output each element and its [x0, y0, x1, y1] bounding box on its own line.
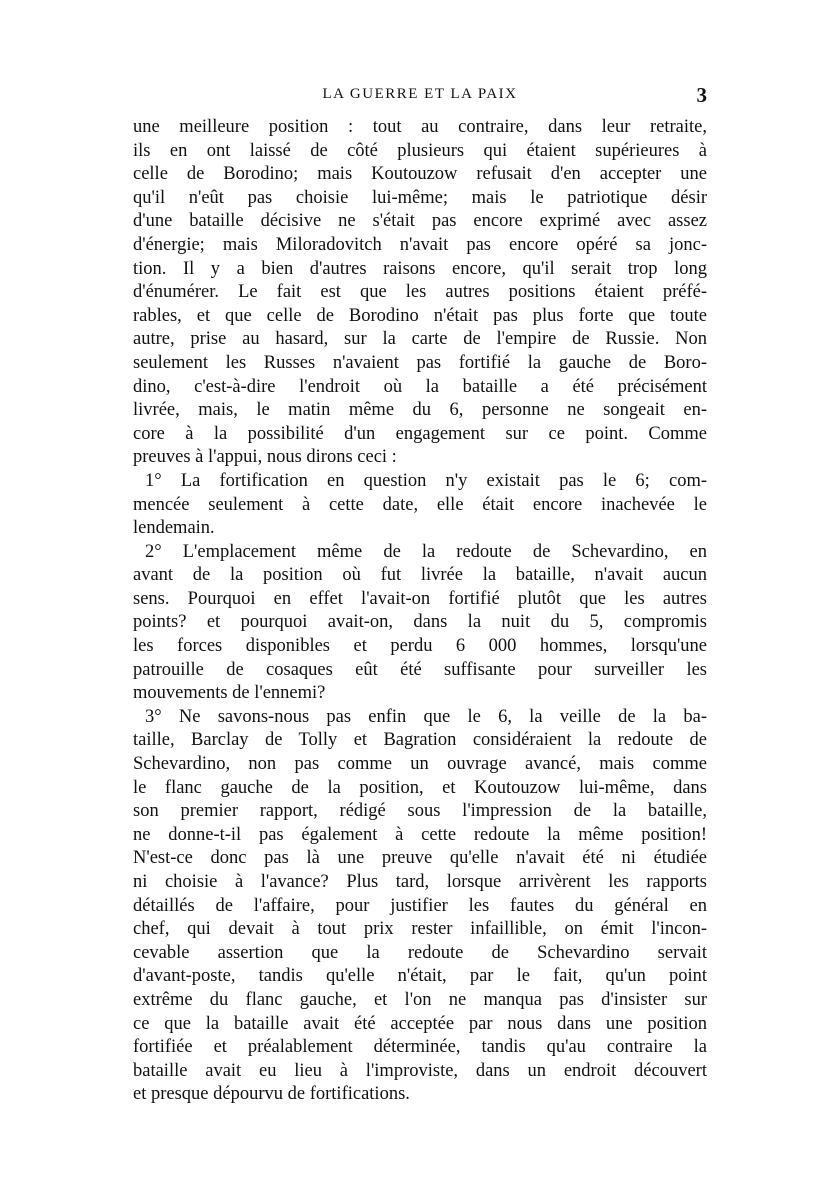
text-line: ni choisie à l'avance? Plus tard, lorsque arrivèrent les rapports — [133, 872, 707, 892]
text-line: autre, prise au hasard, sur la carte de l'empire de Russie. Non — [133, 329, 707, 350]
text-line: une meilleure position : tout au contraire, dans leur retraite, — [133, 117, 707, 137]
text-line: son premier rapport, rédigé sous l'impression de la bataille, — [133, 801, 707, 822]
text-line: d'énumérer. Le fait est que les autres positions étaient préfé- — [133, 282, 707, 303]
text-line: rables, et que celle de Borodino n'était pas plus forte que toute — [133, 305, 707, 326]
running-header — [133, 83, 707, 110]
text-line: sens. Pourquoi en effet l'avait-on fortifié plutôt que les autres — [133, 588, 707, 609]
text-line: 1° La fortification en question n'y existait pas le 6; com- — [145, 470, 707, 491]
running-title: LA GUERRE ET LA PAIX — [322, 86, 518, 102]
text-line: d'énergie; mais Miloradovitch n'avait pas encore opéré sa jonc- — [133, 234, 707, 255]
text-line: tion. Il y a bien d'autres raisons encore, qu'il serait trop long — [133, 258, 707, 279]
text-line: ils en ont laissé de côté plusieurs qui étaient supérieures à — [133, 140, 707, 161]
text-line: d'avant-poste, tandis qu'elle n'était, par le fait, qu'un point — [133, 966, 707, 987]
page-number: 3 — [696, 83, 707, 107]
text-line: N'est-ce donc pas là une preuve qu'elle n'avait été ni étudiée — [133, 848, 707, 869]
text-line: ne donne-t-il pas également à cette redoute la même position! — [133, 824, 707, 845]
text-line: patrouille de cosaques eût été suffisante pour surveiller les — [133, 659, 707, 680]
text-line: avant de la position où fut livrée la bataille, n'avait aucun — [133, 565, 707, 586]
text-line: preuves à l'appui, nous dirons ceci : — [133, 447, 397, 468]
text-line: le flanc gauche de la position, et Koutouzow lui-même, dans — [133, 777, 707, 798]
text-line: celle de Borodino; mais Koutouzow refusait d'en accepter une — [133, 164, 707, 185]
text-line: mouvements de l'ennemi? — [133, 683, 326, 704]
text-line: les forces disponibles et perdu 6 000 hommes, lorsqu'une — [133, 636, 707, 657]
text-line: livrée, mais, le matin même du 6, personne ne songeait en- — [133, 400, 707, 421]
text-line: Schevardino, non pas comme un ouvrage avancé, mais comme — [133, 754, 707, 775]
text-line: détaillés de l'affaire, pour justifier les fautes du général en — [133, 895, 707, 916]
text-line: fortifiée et préalablement déterminée, tandis qu'au contraire la — [133, 1037, 707, 1058]
text-line: qu'il n'eût pas choisie lui-même; mais le patriotique désir — [133, 187, 707, 208]
text-line: mencée seulement à cette date, elle était encore inachevée le — [133, 494, 707, 515]
text-line: ce que la bataille avait été acceptée par nous dans une position — [133, 1013, 707, 1034]
text-line: points? et pourquoi avait-on, dans la nuit du 5, compromis — [133, 612, 707, 633]
text-line: et presque dépourvu de fortifications. — [133, 1084, 410, 1105]
text-line: cevable assertion que la redoute de Schevardino servait — [133, 942, 707, 963]
text-line: core à la possibilité d'un engagement sur ce point. Comme — [133, 423, 707, 444]
text-line: extrême du flanc gauche, et l'on ne manqua pas d'insister sur — [133, 989, 707, 1010]
text-line: 3° Ne savons-nous pas enfin que le 6, la veille de la ba- — [145, 706, 707, 727]
text-line: lendemain. — [133, 518, 215, 539]
text-line: bataille avait eu lieu à l'improviste, dans un endroit découvert — [133, 1060, 707, 1081]
text-line: seulement les Russes n'avaient pas fortifié la gauche de Boro- — [133, 352, 707, 373]
text-line: 2° L'emplacement même de la redoute de Schevardino, en — [145, 541, 707, 562]
body-text — [133, 116, 707, 1107]
text-line: dino, c'est-à-dire l'endroit où la bataille a été précisément — [133, 376, 707, 397]
text-line: taille, Barclay de Tolly et Bagration considéraient la redoute de — [133, 730, 707, 751]
text-line: chef, qui devait à tout prix rester infaillible, on émit l'incon- — [133, 919, 707, 940]
text-line: d'une bataille décisive ne s'était pas encore exprimé avec assez — [133, 211, 707, 232]
